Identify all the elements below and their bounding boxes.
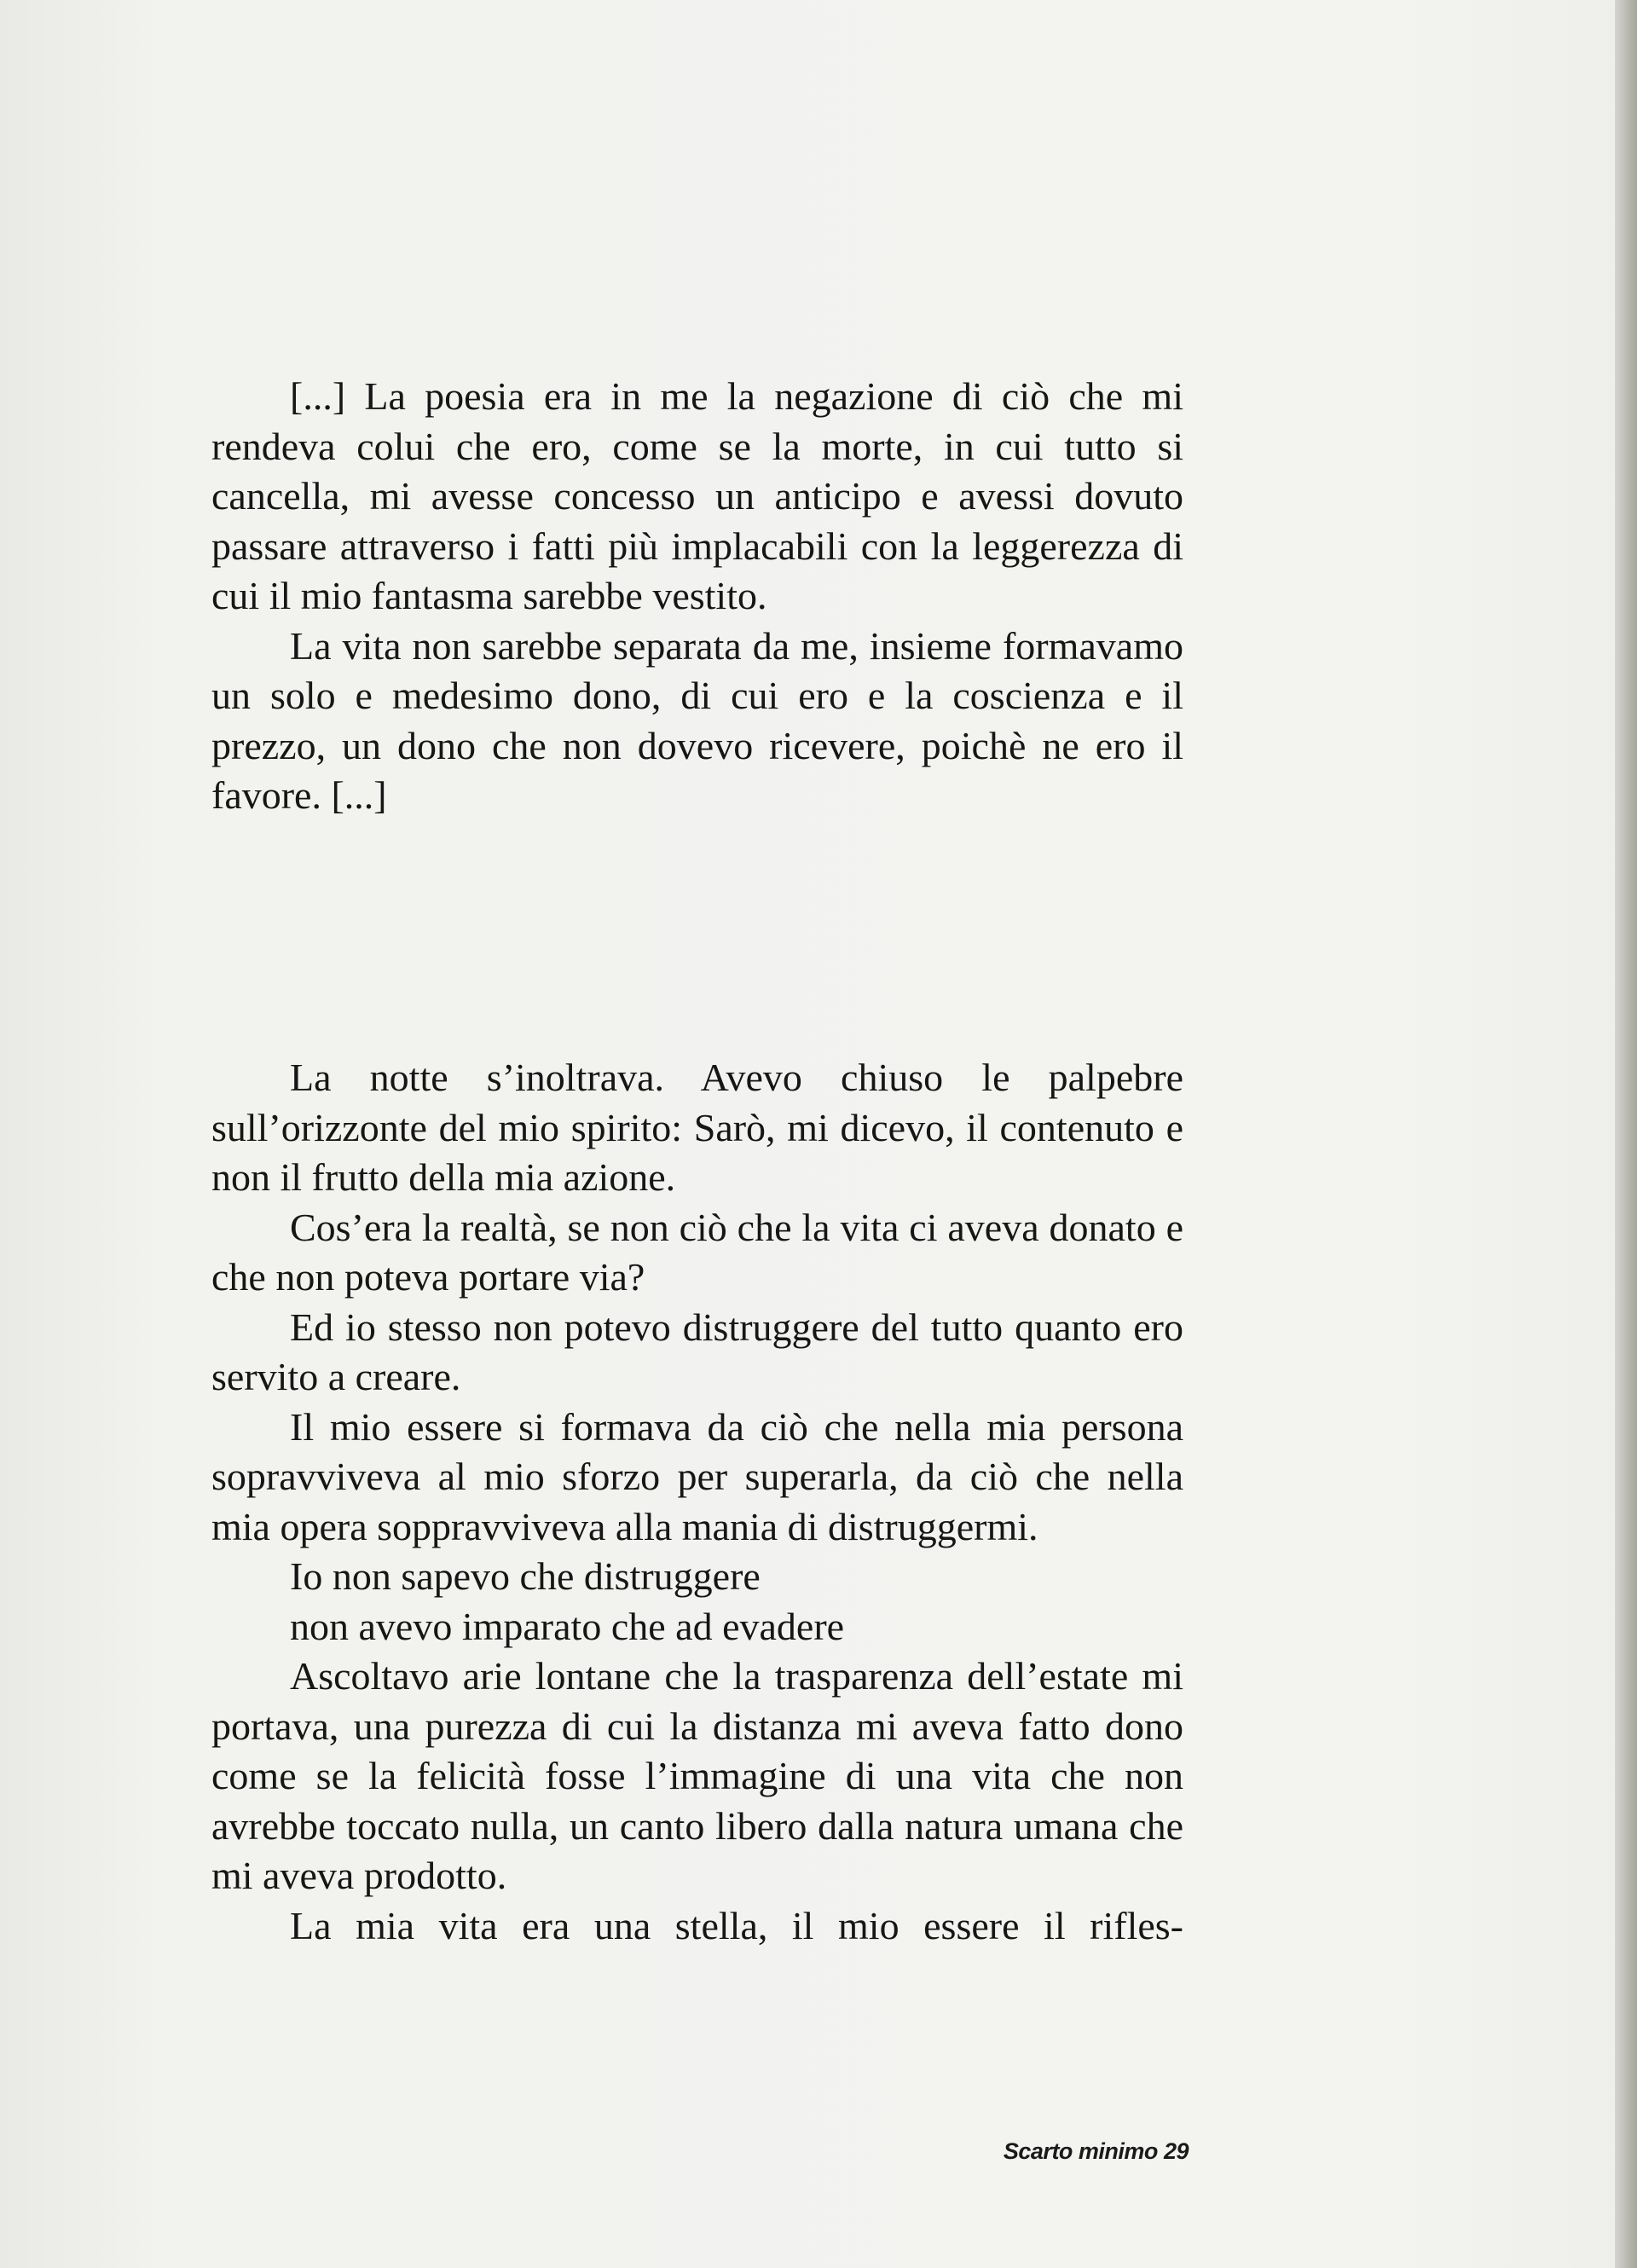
paragraph: La notte s’inoltrava. Avevo chiuso le palpebre sull’orizzonte del mio spirito: Sarò, mi dicevo, il contenuto e non il frutto della mia azione. bbox=[211, 1056, 1183, 1199]
paragraph: La mia vita era una stella, il mio essere il rifles- bbox=[290, 1903, 1183, 1947]
prose-block-second bbox=[211, 1053, 1183, 1951]
page-number: 29 bbox=[1163, 2138, 1189, 2164]
verse-line: Io non sapevo che distruggere bbox=[290, 1554, 761, 1598]
paragraph: Ascoltavo arie lontane che la trasparenza dell’estate mi portava, una purezza di cui la distanza mi aveva fatto dono come se la felicità fosse l’immagine di una vita che non avrebbe toccato nulla, un canto libero dalla natura umana che mi aveva prodotto. bbox=[211, 1654, 1183, 1897]
paragraph: Ed io stesso non potevo distruggere del tutto quanto ero servito a creare. bbox=[211, 1305, 1183, 1398]
running-title: Scarto minimo bbox=[1003, 2138, 1158, 2164]
paragraph: Il mio essere si formava da ciò che nella mia persona sopravviveva al mio sforzo per superarla, da ciò che nella mia opera soppravviveva alla mania di distruggermi. bbox=[211, 1404, 1183, 1548]
prose-block-first bbox=[211, 372, 1183, 821]
verse-line: non avevo imparato che ad evadere bbox=[290, 1604, 845, 1648]
paragraph: [...] La poesia era in me la negazione di ciò che mi rendeva colui che ero, come se la morte, in cui tutto si cancella, mi avesse concesso un anticipo e avessi dovuto passare attraverso i fatti più implacabili con la leggerezza di cui il mio fantasma sarebbe vestito. bbox=[211, 374, 1183, 617]
paragraph: La vita non sarebbe separata da me, insieme formavamo un solo e medesimo dono, di cui ero e la coscienza e il prezzo, un dono che non dovevo ricevere, poichè ne ero il favore. [...] bbox=[211, 623, 1183, 817]
page-footer bbox=[996, 2138, 1189, 2165]
paragraph: Cos’era la realtà, se non ciò che la vita ci aveva donato e che non poteva portare via? bbox=[211, 1205, 1183, 1299]
page-edge-shadow bbox=[1615, 0, 1637, 2268]
